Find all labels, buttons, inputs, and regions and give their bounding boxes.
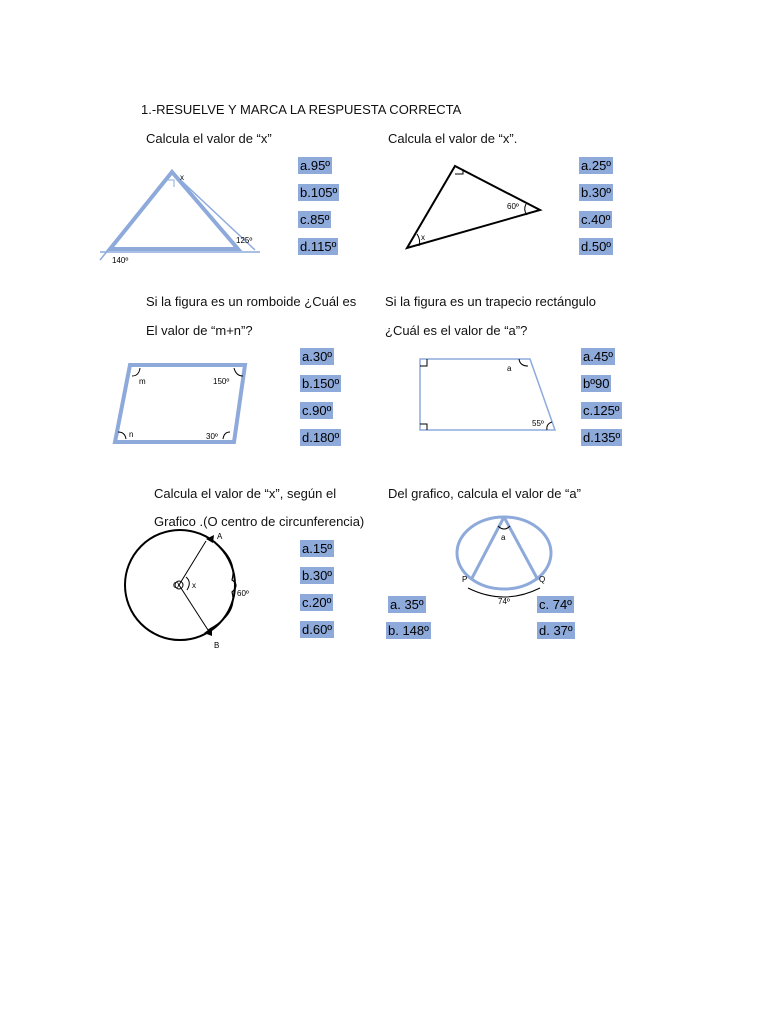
q1-option-c[interactable]: c.85º (300, 212, 330, 227)
q2-option-b[interactable]: b.30º (581, 185, 612, 200)
q5-option-a[interactable]: a.15º (302, 541, 333, 556)
q3-label-m: m (139, 377, 146, 386)
q5-option-c[interactable]: c.20º (302, 595, 332, 610)
q2-label-x: x (421, 233, 425, 242)
q3-label-150: 150º (213, 377, 230, 386)
q4-option-a[interactable]: a.45º (583, 349, 614, 364)
q3-label-30: 30º (206, 432, 218, 441)
q3-prompt-line2: El valor de “m+n”? (146, 323, 253, 338)
q4-prompt-line1: Si la figura es un trapecio rectángulo (385, 294, 597, 309)
q4-option-b[interactable]: bº90 (583, 376, 610, 391)
q3-rhomboid-figure (110, 360, 250, 450)
q4-option-d[interactable]: d.135º (583, 430, 621, 445)
q5-label-O: O (173, 581, 180, 590)
q2-label-60: 60º (507, 202, 519, 211)
q3-option-d[interactable]: d.180º (302, 430, 340, 445)
q5-label-B: B (214, 641, 220, 650)
q5-option-b[interactable]: b.30º (302, 568, 333, 583)
q4-prompt-line2: ¿Cuál es el valor de “a”? (385, 323, 528, 338)
q5-prompt-line1: Calcula el valor de “x”, según el (154, 486, 337, 501)
q2-prompt: Calcula el valor de “x”. (388, 131, 518, 146)
q5-prompt-line2: Grafico .(O centro de circunferencia) (154, 514, 365, 529)
q4-label-55: 55º (532, 419, 544, 428)
q6-option-c[interactable]: c. 74º (539, 597, 572, 612)
q6-label-74: 74º (498, 597, 510, 606)
q5-circle-figure (120, 530, 270, 655)
q3-option-a[interactable]: a.30º (302, 349, 333, 364)
q4-option-c[interactable]: c.125º (583, 403, 620, 418)
q6-label-Q: Q (539, 575, 546, 584)
q2-option-d[interactable]: d.50º (581, 239, 612, 254)
q1-option-b[interactable]: b.105º (300, 185, 338, 200)
q3-prompt-line1: Si la figura es un romboide ¿Cuál es (146, 294, 357, 309)
worksheet-title: 1.-RESUELVE Y MARCA LA RESPUESTA CORRECTA (141, 102, 462, 117)
q6-option-a[interactable]: a. 35º (390, 597, 424, 612)
q5-label-60: 60º (237, 589, 249, 598)
q1-label-140: 140º (112, 256, 129, 265)
q5-option-d[interactable]: d.60º (302, 622, 333, 637)
q4-trapezoid-figure (415, 354, 565, 434)
q1-option-a[interactable]: a.95º (300, 158, 331, 173)
q6-option-d[interactable]: d. 37º (539, 623, 573, 638)
q6-prompt: Del grafico, calcula el valor de “a” (388, 486, 581, 501)
q4-label-a: a (507, 364, 512, 373)
q6-label-P: P (462, 575, 468, 584)
q1-label-125: 125º (236, 236, 253, 245)
q3-option-c[interactable]: c.90º (302, 403, 332, 418)
q2-triangle-figure (400, 160, 550, 250)
q5-label-x: x (192, 581, 196, 590)
q1-triangle-figure (100, 165, 270, 275)
q3-option-b[interactable]: b.150º (302, 376, 340, 391)
q2-option-c[interactable]: c.40º (581, 212, 611, 227)
q1-label-x: x (180, 173, 184, 182)
q1-option-d[interactable]: d.115º (300, 239, 337, 254)
q5-label-A: A (217, 532, 223, 541)
q6-option-b[interactable]: b. 148º (388, 623, 429, 638)
q3-label-n: n (129, 430, 134, 439)
q6-label-a: a (501, 533, 506, 542)
q6-circle-figure (452, 510, 562, 605)
q2-option-a[interactable]: a.25º (581, 158, 612, 173)
q1-prompt: Calcula el valor de “x” (146, 131, 272, 146)
